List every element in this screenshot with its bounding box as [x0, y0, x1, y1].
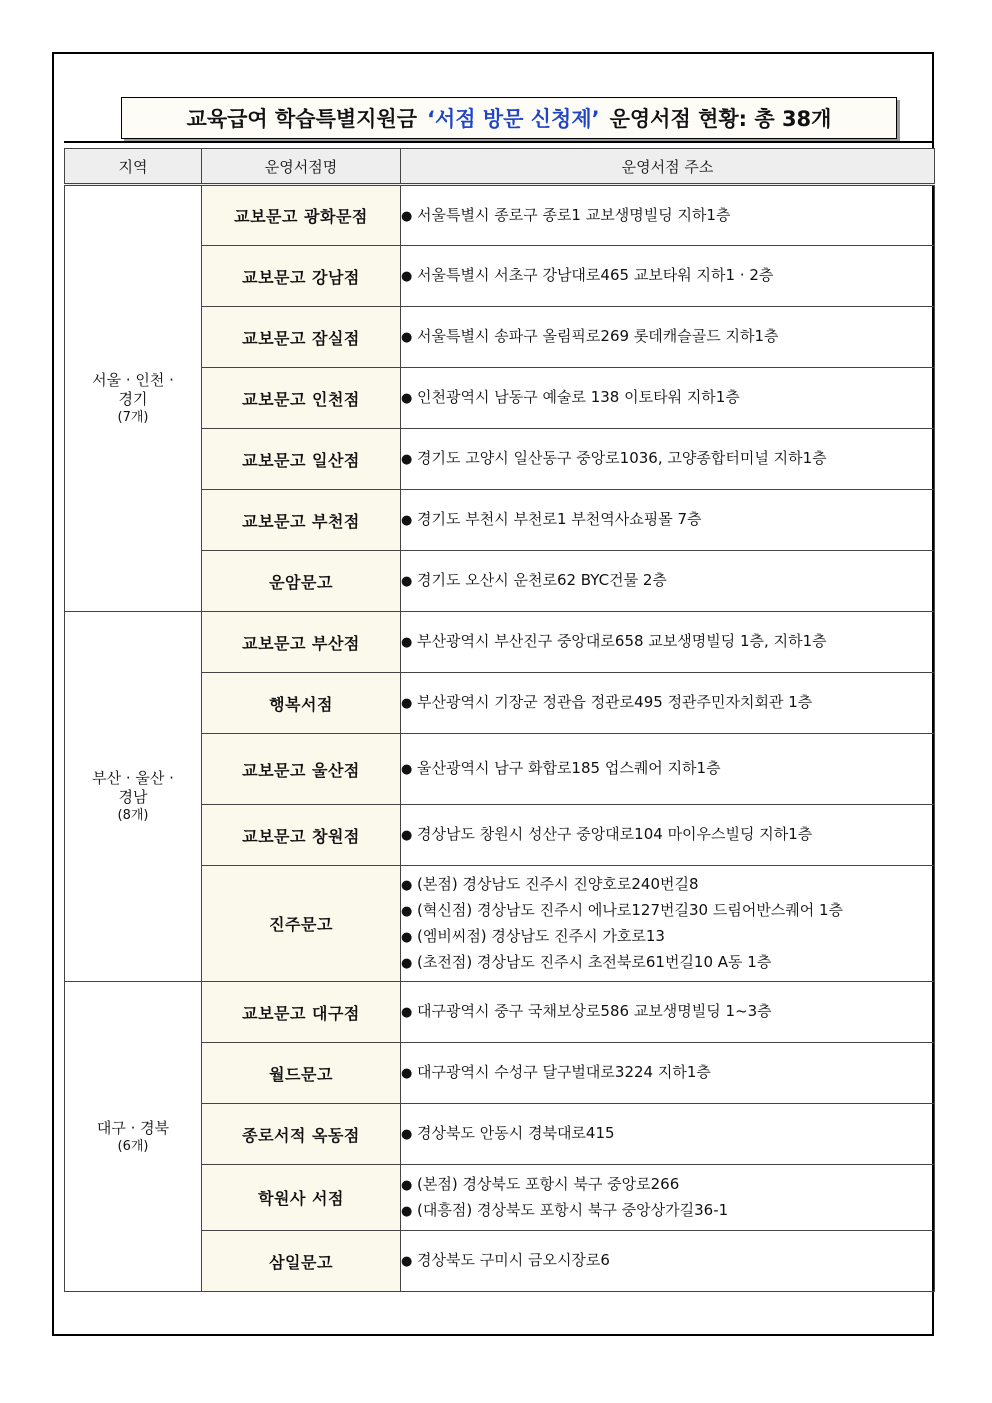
region-cell [65, 185, 202, 612]
header-region: 지역 [65, 149, 202, 185]
store-address [401, 246, 935, 307]
region-count: (7개) [117, 410, 149, 425]
store-name: 교보문고 창원점 [202, 805, 401, 866]
store-address [401, 673, 935, 734]
store-name: 행복서점 [202, 673, 401, 734]
store-name: 교보문고 울산점 [202, 734, 401, 805]
address-line [401, 507, 934, 533]
address-line [401, 629, 934, 655]
store-address [401, 551, 935, 612]
title-highlight: ‘서점 방문 신청제’ [427, 107, 600, 131]
address-line [401, 872, 934, 898]
store-name: 교보문고 광화문점 [202, 185, 401, 246]
store-address [401, 805, 935, 866]
table-row [65, 185, 935, 246]
table-row [65, 612, 935, 673]
address-line [401, 1172, 934, 1198]
store-name: 교보문고 잠실점 [202, 307, 401, 368]
address-line [401, 385, 934, 411]
address-text: (혁신점) 경상남도 진주시 에나로127번길30 드림어반스퀘어 1층 [417, 900, 844, 919]
region-name-line: 대구 · 경북 [96, 1118, 170, 1137]
header-address: 운영서점 주소 [401, 149, 935, 185]
bullet-icon: ● [401, 208, 413, 224]
store-name: 교보문고 부천점 [202, 490, 401, 551]
store-address [401, 1231, 935, 1292]
address-text: 경상북도 구미시 금오시장로6 [417, 1251, 610, 1269]
address-text: 경상북도 안동시 경북대로415 [417, 1124, 615, 1142]
address-text: (엠비씨점) 경상남도 진주시 가호로13 [417, 926, 665, 945]
bullet-icon: ● [401, 1066, 413, 1081]
store-name: 교보문고 대구점 [202, 982, 401, 1043]
store-address [401, 368, 935, 429]
address-text: 부산광역시 기장군 정관읍 정관로495 정관주민자치회관 1층 [417, 693, 813, 711]
address-line [401, 924, 934, 950]
bullet-icon: ● [401, 1127, 413, 1142]
address-line [401, 263, 934, 289]
store-name: 삼일문고 [202, 1231, 401, 1292]
address-line [401, 568, 934, 594]
address-line [401, 324, 934, 350]
store-name: 진주문고 [202, 866, 401, 982]
bullet-icon: ● [401, 877, 413, 893]
bullet-icon: ● [401, 391, 413, 406]
region-name-line: 부산 · 울산 · [92, 769, 174, 787]
region-count: (8개) [117, 808, 149, 823]
region-name-line: 경기 [118, 390, 148, 408]
bullet-icon: ● [401, 1005, 413, 1020]
address-text: 대구광역시 수성구 달구벌대로3224 지하1층 [417, 1063, 711, 1081]
bullet-icon: ● [401, 269, 413, 284]
store-name: 교보문고 부산점 [202, 612, 401, 673]
address-line [401, 203, 934, 229]
bullet-icon: ● [401, 955, 413, 971]
address-text: (본점) 경상남도 진주시 진양호로240번길8 [417, 874, 699, 893]
bullet-icon: ● [401, 762, 413, 777]
store-name: 교보문고 강남점 [202, 246, 401, 307]
region-name-line: 서울 · 인천 · [92, 371, 174, 389]
region-count: (6개) [117, 1138, 149, 1154]
address-line [401, 756, 934, 782]
bullet-icon: ● [401, 1177, 413, 1193]
address-text: 서울특별시 종로구 종로1 교보생명빌딩 지하1층 [417, 205, 731, 224]
address-text: 인천광역시 남동구 예술로 138 이토타워 지하1층 [417, 388, 740, 406]
address-line [401, 1248, 934, 1274]
region-cell [65, 982, 202, 1292]
address-text: 서울특별시 서초구 강남대로465 교보타워 지하1 · 2층 [417, 266, 774, 284]
address-line [401, 446, 934, 472]
address-text: 대구광역시 중구 국채보상로586 교보생명빌딩 1~3층 [417, 1002, 772, 1020]
store-address [401, 429, 935, 490]
address-text: (초전점) 경상남도 진주시 초전북로61번길10 A동 1층 [417, 952, 772, 971]
title-divider [64, 141, 934, 143]
store-address [401, 1165, 935, 1231]
address-line [401, 822, 934, 848]
store-address [401, 1043, 935, 1104]
address-text: 서울특별시 송파구 올림픽로269 롯데캐슬골드 지하1층 [417, 327, 779, 345]
store-name: 월드문고 [202, 1043, 401, 1104]
store-name: 운암문고 [202, 551, 401, 612]
title-suffix: 운영서점 현황: 총 38개 [609, 107, 832, 131]
bullet-icon: ● [401, 1254, 413, 1269]
store-address [401, 866, 935, 982]
bullet-icon: ● [401, 513, 413, 528]
bookstore-table [64, 148, 935, 1292]
bullet-icon: ● [401, 903, 413, 919]
address-line [401, 999, 934, 1025]
store-name: 교보문고 인천점 [202, 368, 401, 429]
address-line [401, 1198, 934, 1224]
address-text: (본점) 경상북도 포항시 북구 중앙로266 [417, 1174, 680, 1193]
bullet-icon: ● [401, 452, 413, 467]
address-text: (대흥점) 경상북도 포항시 북구 중앙상가길36-1 [417, 1200, 729, 1219]
bullet-icon: ● [401, 635, 413, 650]
region-cell [65, 612, 202, 982]
store-name: 학원사 서점 [202, 1165, 401, 1231]
bullet-icon: ● [401, 696, 413, 711]
bullet-icon: ● [401, 929, 413, 945]
address-line [401, 1060, 934, 1086]
address-line [401, 950, 934, 976]
address-line [401, 690, 934, 716]
store-address [401, 490, 935, 551]
store-address [401, 307, 935, 368]
bullet-icon: ● [401, 574, 413, 589]
region-name-line: 경남 [118, 788, 148, 806]
bullet-icon: ● [401, 828, 413, 843]
bullet-icon: ● [401, 330, 413, 345]
address-line [401, 898, 934, 924]
header-store-name: 운영서점명 [202, 149, 401, 185]
bullet-icon: ● [401, 1203, 413, 1219]
page-title [121, 97, 897, 139]
address-text: 경상남도 창원시 성산구 중앙대로104 마이우스빌딩 지하1층 [417, 825, 813, 843]
address-text: 경기도 고양시 일산동구 중앙로1036, 고양종합터미널 지하1층 [417, 449, 827, 467]
title-prefix: 교육급여 학습특별지원금 [186, 107, 418, 131]
store-address [401, 185, 935, 246]
store-address [401, 1104, 935, 1165]
store-address [401, 982, 935, 1043]
store-name: 종로서적 옥동점 [202, 1104, 401, 1165]
store-address [401, 734, 935, 805]
address-text: 울산광역시 남구 화합로185 업스퀘어 지하1층 [417, 759, 721, 777]
address-text: 부산광역시 부산진구 중앙대로658 교보생명빌딩 1층, 지하1층 [417, 632, 827, 650]
address-line [401, 1121, 934, 1147]
table-header-row [65, 149, 935, 185]
table-row [65, 982, 935, 1043]
store-address [401, 612, 935, 673]
address-text: 경기도 부천시 부천로1 부천역사쇼핑몰 7층 [417, 510, 702, 528]
address-text: 경기도 오산시 운천로62 BYC건물 2층 [417, 571, 667, 589]
store-name: 교보문고 일산점 [202, 429, 401, 490]
